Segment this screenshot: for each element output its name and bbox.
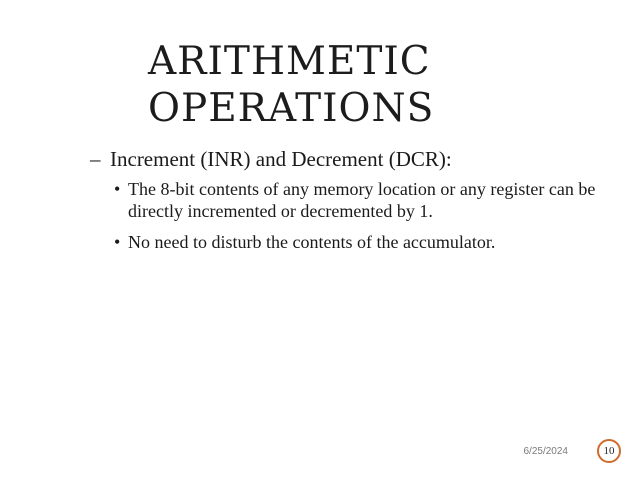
slide-title — [148, 38, 588, 132]
bullet-list — [90, 178, 600, 253]
bullet-item — [114, 178, 600, 222]
slide-title-line-2: OPERATIONS — [148, 86, 435, 131]
bullet-text: No need to disturb the contents of the accumulator. — [128, 232, 496, 252]
dash-marker: – — [90, 147, 101, 171]
slide-title-line-1: ARITHMETIC — [148, 39, 431, 84]
section-heading — [90, 146, 600, 172]
bullet-text: The 8-bit contents of any memory location or any register can be directly incremented or decremented by 1. — [128, 179, 596, 221]
bullet-icon: • — [114, 179, 121, 199]
page-number-badge: 10 — [597, 439, 621, 463]
section-heading-text: Increment (INR) and Decrement (DCR): — [110, 147, 452, 171]
bullet-icon: • — [114, 232, 121, 252]
slide-date: 6/25/2024 — [523, 446, 568, 457]
slide-content — [90, 146, 600, 262]
bullet-item — [114, 231, 600, 253]
